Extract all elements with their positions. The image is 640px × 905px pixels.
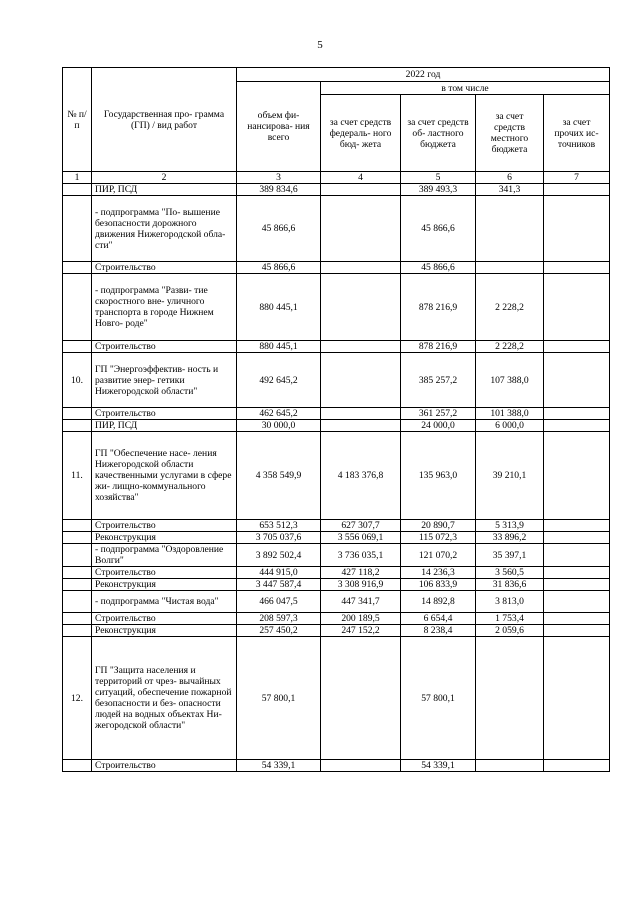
cell-no bbox=[63, 532, 92, 544]
table-body bbox=[63, 184, 610, 772]
table-row bbox=[63, 591, 610, 613]
cell-regional: 6 654,4 bbox=[401, 613, 476, 625]
cell-local bbox=[476, 262, 544, 274]
cell-other bbox=[544, 274, 610, 341]
cell-total: 492 645,2 bbox=[237, 353, 321, 408]
header-regional: за счет средств об- ластного бюджета bbox=[401, 95, 476, 172]
table-row bbox=[63, 532, 610, 544]
cell-other bbox=[544, 520, 610, 532]
table-row bbox=[63, 637, 610, 760]
cell-total: 653 512,3 bbox=[237, 520, 321, 532]
cell-total: 57 800,1 bbox=[237, 637, 321, 760]
cell-no bbox=[63, 760, 92, 772]
cell-total: 3 447 587,4 bbox=[237, 579, 321, 591]
table-row bbox=[63, 579, 610, 591]
cell-total: 257 450,2 bbox=[237, 625, 321, 637]
cell-no bbox=[63, 196, 92, 262]
cell-name: - подпрограмма "По- вышение безопасности дорожного движения Нижегородской обла- сти" bbox=[92, 196, 237, 262]
cell-total: 880 445,1 bbox=[237, 274, 321, 341]
cell-federal bbox=[321, 196, 401, 262]
table-row bbox=[63, 196, 610, 262]
cell-total: 4 358 549,9 bbox=[237, 432, 321, 520]
cell-federal bbox=[321, 353, 401, 408]
financing-table bbox=[62, 67, 610, 772]
cell-federal: 200 189,5 bbox=[321, 613, 401, 625]
cell-other bbox=[544, 420, 610, 432]
cell-federal bbox=[321, 420, 401, 432]
cell-regional: 54 339,1 bbox=[401, 760, 476, 772]
cell-name: - подпрограмма "Оздоровление Волги" bbox=[92, 544, 237, 567]
table-row bbox=[63, 184, 610, 196]
cell-total: 54 339,1 bbox=[237, 760, 321, 772]
cell-regional: 878 216,9 bbox=[401, 341, 476, 353]
cell-local bbox=[476, 196, 544, 262]
cell-local bbox=[476, 760, 544, 772]
table-row bbox=[63, 408, 610, 420]
cell-local: 107 388,0 bbox=[476, 353, 544, 408]
cell-other bbox=[544, 262, 610, 274]
cell-regional: 121 070,2 bbox=[401, 544, 476, 567]
cell-name: - подпрограмма "Разви- тие скоростного вне- уличного транспорта в городе Нижнем Новго- роде" bbox=[92, 274, 237, 341]
cell-other bbox=[544, 184, 610, 196]
cell-federal: 627 307,7 bbox=[321, 520, 401, 532]
table-row bbox=[63, 520, 610, 532]
cell-federal: 3 556 069,1 bbox=[321, 532, 401, 544]
cell-federal bbox=[321, 184, 401, 196]
cell-regional: 385 257,2 bbox=[401, 353, 476, 408]
cell-regional: 115 072,3 bbox=[401, 532, 476, 544]
cell-total: 389 834,6 bbox=[237, 184, 321, 196]
table-row bbox=[63, 625, 610, 637]
cell-local: 3 813,0 bbox=[476, 591, 544, 613]
table-row bbox=[63, 274, 610, 341]
cell-local: 1 753,4 bbox=[476, 613, 544, 625]
cell-local bbox=[476, 637, 544, 760]
cell-regional: 57 800,1 bbox=[401, 637, 476, 760]
cell-federal bbox=[321, 408, 401, 420]
cell-no bbox=[63, 408, 92, 420]
cell-federal bbox=[321, 274, 401, 341]
cell-no bbox=[63, 341, 92, 353]
cell-other bbox=[544, 760, 610, 772]
table-row bbox=[63, 544, 610, 567]
cell-name: Строительство bbox=[92, 760, 237, 772]
table-row bbox=[63, 420, 610, 432]
cell-regional: 20 890,7 bbox=[401, 520, 476, 532]
cell-no bbox=[63, 520, 92, 532]
cell-name: Строительство bbox=[92, 341, 237, 353]
cell-no bbox=[63, 625, 92, 637]
cell-name: Строительство bbox=[92, 613, 237, 625]
column-numbers-row bbox=[63, 172, 610, 184]
cell-other bbox=[544, 579, 610, 591]
cell-regional: 135 963,0 bbox=[401, 432, 476, 520]
cell-local: 3 560,5 bbox=[476, 567, 544, 579]
cell-regional: 14 892,8 bbox=[401, 591, 476, 613]
cell-regional: 106 833,9 bbox=[401, 579, 476, 591]
table-row bbox=[63, 353, 610, 408]
cell-federal: 3 308 916,9 bbox=[321, 579, 401, 591]
table-row bbox=[63, 432, 610, 520]
table-row bbox=[63, 613, 610, 625]
header-other: за счет прочих ис- точников bbox=[544, 95, 610, 172]
cell-federal bbox=[321, 760, 401, 772]
cell-federal bbox=[321, 341, 401, 353]
cell-federal: 247 152,2 bbox=[321, 625, 401, 637]
cell-no bbox=[63, 420, 92, 432]
cell-name: Строительство bbox=[92, 408, 237, 420]
cell-other bbox=[544, 637, 610, 760]
cell-name: ГП "Обеспечение насе- ления Нижегородской области качественными услугами в сфере жи- лищно-коммунального хозяйства" bbox=[92, 432, 237, 520]
cell-name: ГП "Энергоэффектив- ность и развитие энер- гетики Нижегородской области" bbox=[92, 353, 237, 408]
cell-no bbox=[63, 591, 92, 613]
cell-total: 3 705 037,6 bbox=[237, 532, 321, 544]
header-year: 2022 год bbox=[237, 68, 610, 82]
header-federal: за счет средств федераль- ного бюд- жета bbox=[321, 95, 401, 172]
cell-other bbox=[544, 567, 610, 579]
cell-name: Строительство bbox=[92, 520, 237, 532]
cell-no: 11. bbox=[63, 432, 92, 520]
page-number: 5 bbox=[317, 39, 323, 51]
cell-total: 466 047,5 bbox=[237, 591, 321, 613]
cell-regional: 361 257,2 bbox=[401, 408, 476, 420]
cell-local: 101 388,0 bbox=[476, 408, 544, 420]
cell-name: Строительство bbox=[92, 262, 237, 274]
cell-other bbox=[544, 353, 610, 408]
header-program: Государственная про- грамма (ГП) / вид работ bbox=[92, 68, 237, 172]
table-row bbox=[63, 760, 610, 772]
column-number: 3 bbox=[237, 172, 321, 184]
cell-no bbox=[63, 274, 92, 341]
cell-total: 30 000,0 bbox=[237, 420, 321, 432]
cell-regional: 45 866,6 bbox=[401, 196, 476, 262]
cell-regional: 14 236,3 bbox=[401, 567, 476, 579]
cell-local: 31 836,6 bbox=[476, 579, 544, 591]
cell-no: 12. bbox=[63, 637, 92, 760]
cell-other bbox=[544, 532, 610, 544]
cell-total: 45 866,6 bbox=[237, 262, 321, 274]
cell-federal: 447 341,7 bbox=[321, 591, 401, 613]
table-row bbox=[63, 567, 610, 579]
cell-total: 462 645,2 bbox=[237, 408, 321, 420]
cell-federal: 4 183 376,8 bbox=[321, 432, 401, 520]
column-number: 5 bbox=[401, 172, 476, 184]
table-row bbox=[63, 341, 610, 353]
cell-other bbox=[544, 432, 610, 520]
cell-local: 2 228,2 bbox=[476, 341, 544, 353]
cell-local: 6 000,0 bbox=[476, 420, 544, 432]
cell-federal bbox=[321, 262, 401, 274]
cell-no bbox=[63, 184, 92, 196]
cell-no bbox=[63, 567, 92, 579]
cell-other bbox=[544, 196, 610, 262]
cell-total: 208 597,3 bbox=[237, 613, 321, 625]
cell-federal: 427 118,2 bbox=[321, 567, 401, 579]
cell-total: 444 915,0 bbox=[237, 567, 321, 579]
cell-total: 880 445,1 bbox=[237, 341, 321, 353]
cell-other bbox=[544, 591, 610, 613]
cell-local: 33 896,2 bbox=[476, 532, 544, 544]
cell-local: 39 210,1 bbox=[476, 432, 544, 520]
cell-total: 45 866,6 bbox=[237, 196, 321, 262]
header-total: объем фи- нансирова- ния всего bbox=[237, 82, 321, 172]
cell-regional: 45 866,6 bbox=[401, 262, 476, 274]
cell-local: 35 397,1 bbox=[476, 544, 544, 567]
cell-name: Реконструкция bbox=[92, 625, 237, 637]
cell-no: 10. bbox=[63, 353, 92, 408]
header-no: № п/п bbox=[63, 68, 92, 172]
cell-local: 2 059,6 bbox=[476, 625, 544, 637]
cell-no bbox=[63, 544, 92, 567]
header-local: за счет средств местного бюджета bbox=[476, 95, 544, 172]
cell-other bbox=[544, 613, 610, 625]
cell-name: ГП "Защита населения и территорий от чрез- вычайных ситуаций, обеспечение пожарной безопасности и без- опасности людей на водных объектах Ни- жегородской области" bbox=[92, 637, 237, 760]
cell-total: 3 892 502,4 bbox=[237, 544, 321, 567]
table-row bbox=[63, 262, 610, 274]
header-including: в том числе bbox=[321, 82, 610, 95]
cell-regional: 389 493,3 bbox=[401, 184, 476, 196]
cell-name: Реконструкция bbox=[92, 579, 237, 591]
cell-regional: 24 000,0 bbox=[401, 420, 476, 432]
cell-name: Строительство bbox=[92, 567, 237, 579]
cell-federal: 3 736 035,1 bbox=[321, 544, 401, 567]
cell-local: 2 228,2 bbox=[476, 274, 544, 341]
column-number: 2 bbox=[92, 172, 237, 184]
cell-other bbox=[544, 544, 610, 567]
cell-name: ПИР, ПСД bbox=[92, 184, 237, 196]
cell-no bbox=[63, 613, 92, 625]
cell-name: - подпрограмма "Чистая вода" bbox=[92, 591, 237, 613]
cell-other bbox=[544, 341, 610, 353]
cell-federal bbox=[321, 637, 401, 760]
cell-local: 341,3 bbox=[476, 184, 544, 196]
column-number: 6 bbox=[476, 172, 544, 184]
cell-regional: 878 216,9 bbox=[401, 274, 476, 341]
column-number: 4 bbox=[321, 172, 401, 184]
cell-other bbox=[544, 408, 610, 420]
cell-other bbox=[544, 625, 610, 637]
cell-name: ПИР, ПСД bbox=[92, 420, 237, 432]
cell-regional: 8 238,4 bbox=[401, 625, 476, 637]
cell-no bbox=[63, 262, 92, 274]
column-number: 7 bbox=[544, 172, 610, 184]
column-number: 1 bbox=[63, 172, 92, 184]
cell-name: Реконструкция bbox=[92, 532, 237, 544]
cell-local: 5 313,9 bbox=[476, 520, 544, 532]
cell-no bbox=[63, 579, 92, 591]
